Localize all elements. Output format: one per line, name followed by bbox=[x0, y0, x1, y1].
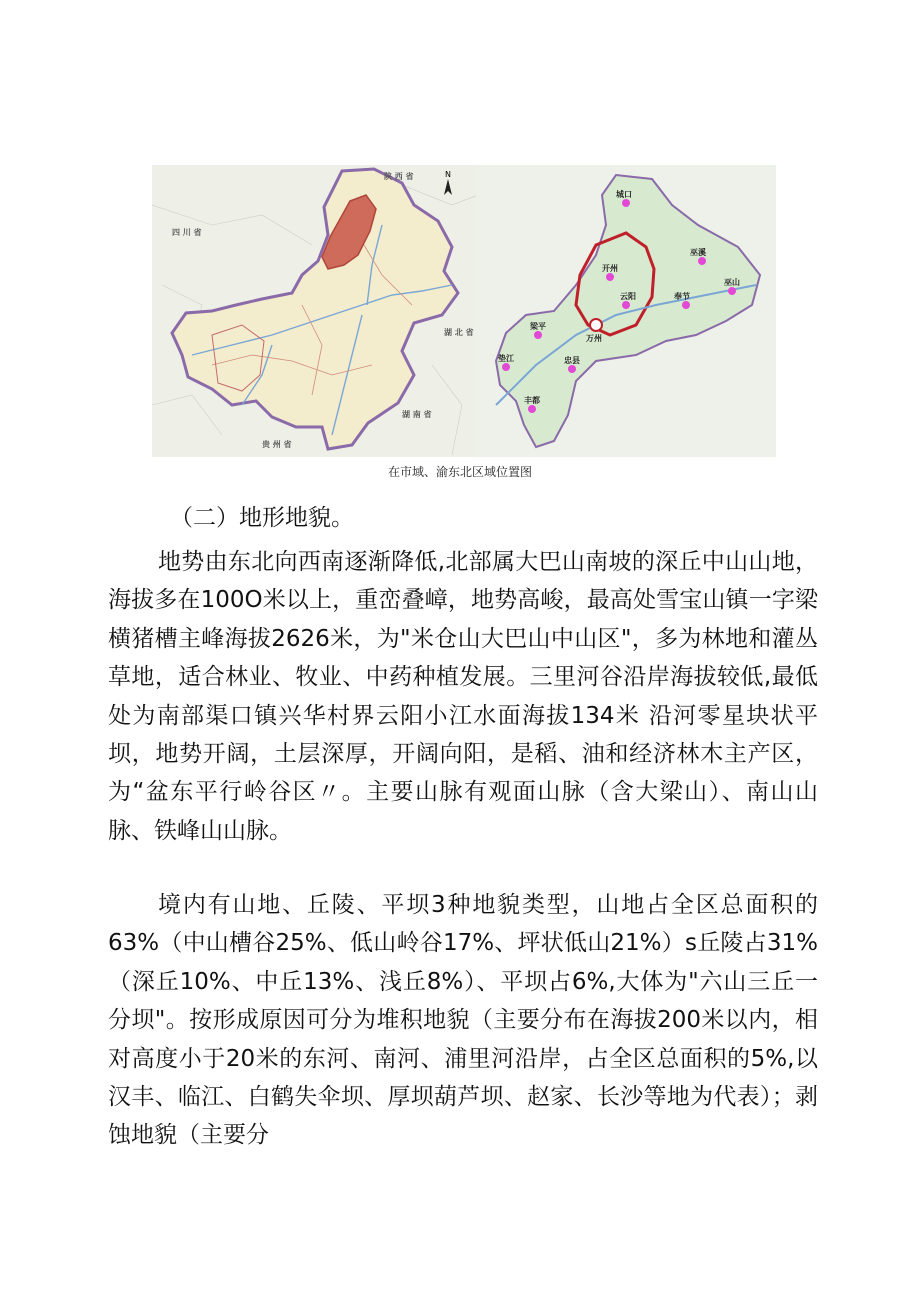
paragraph-terrain: 地势由东北向西南逐渐降低,北部属大巴山南坡的深丘中山山地，海拔多在100O米以上，重峦叠嶂，地势高峻，最高处雪宝山镇一字梁横猪槽主峰海拔2626米，为"米仓山大巴山中山区"，多为林地和灌丛草地，适合林业、牧业、中药种植发展。三里河谷沿岸海拔较低,最低处为南部渠口镇兴华村界云阳小江水面海拔134米 沿河零星块状平坝，地势开阔，土层深厚，开阔向阳，是稻、油和经济林木主产区，为“盆东平行岭谷区〃。主要山脉有观面山脉（含大梁山）、南山山脉、铁峰山山脉。 bbox=[108, 549, 818, 844]
municipal-map bbox=[152, 165, 478, 457]
city-dot bbox=[502, 363, 510, 371]
city-dot bbox=[622, 301, 630, 309]
label-sichuan: 四 川 省 bbox=[172, 228, 202, 237]
city-label: 丰都 bbox=[524, 396, 540, 405]
north-label: N bbox=[445, 170, 451, 179]
city-dot bbox=[534, 331, 542, 339]
city-dot bbox=[528, 405, 536, 413]
label-shaanxi: 陕 西 省 bbox=[384, 172, 414, 181]
city-dot bbox=[568, 365, 576, 373]
paragraph-landforms: 境内有山地、丘陵、平坝3种地貌类型，山地占全区总面积的63%（中山槽谷25%、低山岭谷17%、坪状低山21%）s丘陵占31%（深丘10%、中丘13%、浅丘8%）、平坝占6%,大体为"六山三丘一分坝"。按形成原因可分为堆积地貌（主要分布在海拔200米以内，相对高度小于20米的东河、南河、浦里河沿岸，占全区总面积的5%,以汉丰、临江、白鹤失伞坝、厚坝葫芦坝、赵家、长沙等地为代表）；剥蚀地貌（主要分 bbox=[108, 892, 818, 1149]
city-label: 开州 bbox=[602, 264, 618, 273]
city-dot bbox=[622, 199, 630, 207]
city-label: 奉节 bbox=[674, 292, 690, 301]
city-dot bbox=[606, 273, 614, 281]
city-label: 云阳 bbox=[620, 292, 636, 301]
city-label: 垫江 bbox=[498, 354, 514, 363]
city-label: 巫溪 bbox=[690, 248, 706, 257]
northeast-region-map bbox=[476, 165, 776, 457]
city-label: 万州 bbox=[586, 334, 602, 343]
city-label: 忠县 bbox=[564, 356, 580, 365]
city-dot-wanzhou bbox=[590, 319, 602, 331]
figure-caption: 在市域、渝东北区域位置图 bbox=[387, 465, 532, 479]
city-dot bbox=[682, 301, 690, 309]
city-dot bbox=[698, 257, 706, 265]
city-label: 梁平 bbox=[530, 322, 546, 331]
label-hubei: 湖 北 省 bbox=[444, 328, 474, 337]
location-figure bbox=[152, 165, 776, 457]
label-hunan: 湖 南 省 bbox=[402, 410, 432, 419]
section-heading: （二）地形地貌。 bbox=[170, 505, 354, 531]
label-guizhou: 贵 州 省 bbox=[262, 440, 292, 449]
city-dot bbox=[728, 287, 736, 295]
city-label: 巫山 bbox=[724, 278, 740, 287]
city-label: 城口 bbox=[616, 190, 632, 199]
